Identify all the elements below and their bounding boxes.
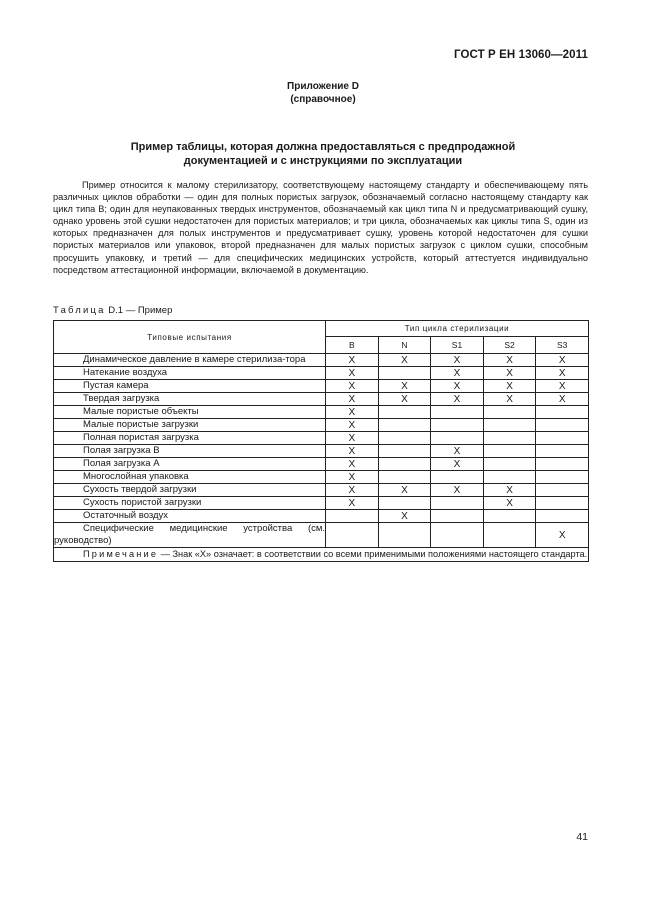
cycle-mark-cell: X [536,393,589,406]
header-typical-tests: Типовые испытания [54,321,326,354]
cycle-mark-cell: X [431,380,484,393]
table-row [54,510,589,523]
cycle-mark-cell [536,445,589,458]
cycle-mark-cell [378,471,431,484]
header-cycle-type: Тип цикла стерилизации [326,321,589,337]
cycle-mark-cell [483,471,536,484]
cycle-mark-cell [483,510,536,523]
table-row [54,497,589,510]
cycle-mark-cell [483,432,536,445]
cycle-mark-cell: X [326,393,379,406]
note-label: Примечание [83,549,159,559]
cycle-mark-cell [431,432,484,445]
cycle-mark-cell: X [483,367,536,380]
column-header-cell: B [326,337,379,354]
document-code: ГОСТ Р ЕН 13060—2011 [453,49,588,61]
test-name-cell [54,510,326,523]
cycle-mark-cell: X [431,354,484,367]
cycle-mark-cell: X [326,458,379,471]
cycle-mark-cell: X [483,380,536,393]
cycle-mark-cell: X [483,393,536,406]
table-row [54,393,589,406]
cycle-mark-cell [431,471,484,484]
test-name-label: Пустая камера [83,380,149,391]
test-name-label: Сухость пористой загрузки [83,497,202,508]
cycle-mark-cell: X [326,445,379,458]
cycle-mark-cell: X [431,393,484,406]
test-name-cell [54,380,326,393]
cycle-mark-cell [536,432,589,445]
test-name-label: Многослойная упаковка [83,471,189,482]
cycle-mark-cell: X [326,367,379,380]
cycle-mark-cell [483,445,536,458]
table-row [54,432,589,445]
column-header-cell: S2 [483,337,536,354]
cycle-mark-cell: X [483,497,536,510]
cycle-mark-cell [536,458,589,471]
annex-subtitle: (справочное) [290,94,356,105]
test-name-cell [54,393,326,406]
cycle-mark-cell [483,458,536,471]
test-name-cell [54,406,326,419]
cycle-mark-cell: X [431,367,484,380]
cycle-mark-cell [483,523,536,548]
test-name-label: Сухость твердой загрузки [83,484,197,495]
table-caption-title: D.1 — Пример [108,305,173,316]
cycle-mark-cell: X [326,432,379,445]
cycle-mark-cell [536,471,589,484]
cycle-mark-cell: X [431,445,484,458]
cycle-mark-cell: X [378,510,431,523]
test-name-label: Динамическое давление в камере стерилиза-тора [83,354,306,365]
cycle-mark-cell: X [536,367,589,380]
intro-paragraph: Пример относится к малому стерилизатору, соответствующему настоящему стандарту и обеспечивающему пять различных циклов обработки — один для полных пористых загрузок, обозначаемый согласно настоящему стандарту как цикл типа B; один для неупакованных твердых инструментов, обозначаемый как цикл типа N и предусматривающий сушку, однако уровень этой сушки недостаточен для пористых материалов; и три цикла, обозначаемых как циклы типа S, один из которых предназначен для полых инструментов и предусматривает сушку, уровень которой недостаточен для сушки пористых материалов или упаковок, второй предназначен для малых пористых загрузок с циклом сушки, способным просушить упаковку, и третий — для специфических медицинских устройств, который аттестуется индивидуально посредством аттестационной информации, включаемой в документацию. [53,180,588,275]
cycle-mark-cell [483,419,536,432]
table-row [54,367,589,380]
cycle-mark-cell [536,510,589,523]
section-title-line-1: Пример таблицы, которая должна предоставляться с предпродажной [130,141,516,153]
table-caption [53,305,172,316]
cycle-mark-cell: X [431,484,484,497]
test-name-label: Полая загрузка A [83,458,160,469]
table-row [54,419,589,432]
cycle-mark-cell: X [326,406,379,419]
cycle-mark-cell: X [431,458,484,471]
cycle-mark-cell: X [536,380,589,393]
cycle-mark-cell [483,406,536,419]
cycle-mark-cell [431,419,484,432]
cycle-mark-cell: X [326,380,379,393]
cycle-mark-cell: X [326,497,379,510]
test-name-label: Остаточный воздух [83,510,169,521]
cycle-mark-cell [536,497,589,510]
table-row [54,471,589,484]
cycle-mark-cell [431,523,484,548]
cycle-mark-cell [431,497,484,510]
test-name-label: Полная пористая загрузка [83,432,199,443]
cycle-mark-cell [326,510,379,523]
test-name-cell [54,354,326,367]
test-name-label: Натекание воздуха [83,367,168,378]
test-name-label: Малые пористые загрузки [83,419,199,430]
test-name-cell [54,458,326,471]
cycle-mark-cell: X [378,380,431,393]
cycle-mark-cell: X [483,484,536,497]
test-name-cell [54,484,326,497]
test-name-label: Полая загрузка B [83,445,160,456]
column-header-cell: S1 [431,337,484,354]
table-row [54,354,589,367]
cycle-mark-cell [378,458,431,471]
table-caption-label: Таблица [53,305,106,316]
cycle-mark-cell: X [536,523,589,548]
test-name-cell [54,497,326,510]
cycle-mark-cell [378,419,431,432]
annex-heading [0,80,646,106]
section-title [60,140,586,168]
test-name-label: Специфические медицинские устройства (см. руководство) [54,523,326,546]
test-name-cell [54,445,326,458]
table-body [54,354,589,548]
cycle-mark-cell [378,497,431,510]
annex-title: Приложение D [287,81,359,92]
cycle-mark-cell: X [326,484,379,497]
cycle-mark-cell [378,523,431,548]
cycle-mark-cell: X [378,484,431,497]
cycle-mark-cell [378,445,431,458]
table-note [54,548,589,562]
section-title-line-2: документацией и с инструкциями по эксплуатации [183,155,463,167]
cycle-mark-cell [431,406,484,419]
column-header-cell: N [378,337,431,354]
table-row [54,406,589,419]
page-number: 41 [576,831,588,843]
test-name-cell [54,432,326,445]
sterilization-table [53,320,589,562]
table-row [54,523,589,548]
cycle-mark-cell [536,406,589,419]
table-row [54,458,589,471]
test-name-cell [54,471,326,484]
cycle-mark-cell: X [326,419,379,432]
cycle-mark-cell: X [483,354,536,367]
test-name-cell [54,419,326,432]
test-name-cell [54,367,326,380]
cycle-mark-cell: X [536,354,589,367]
cycle-mark-cell: X [378,354,431,367]
cycle-mark-cell [378,367,431,380]
note-text: — Знак «X» означает: в соответствии со всеми применимыми положениями настоящего стандарта. [160,549,588,559]
cycle-mark-cell [431,510,484,523]
table-row [54,380,589,393]
cycle-mark-cell [378,406,431,419]
table-row [54,484,589,497]
cycle-mark-cell [536,419,589,432]
cycle-mark-cell: X [378,393,431,406]
test-name-label: Малые пористые объекты [83,406,199,417]
cycle-mark-cell: X [326,471,379,484]
cycle-mark-cell [536,484,589,497]
column-header-cell: S3 [536,337,589,354]
test-name-cell [54,523,326,548]
cycle-mark-cell [378,432,431,445]
cycle-mark-cell: X [326,354,379,367]
test-name-label: Твердая загрузка [83,393,160,404]
cycle-mark-cell [326,523,379,548]
table-row [54,445,589,458]
